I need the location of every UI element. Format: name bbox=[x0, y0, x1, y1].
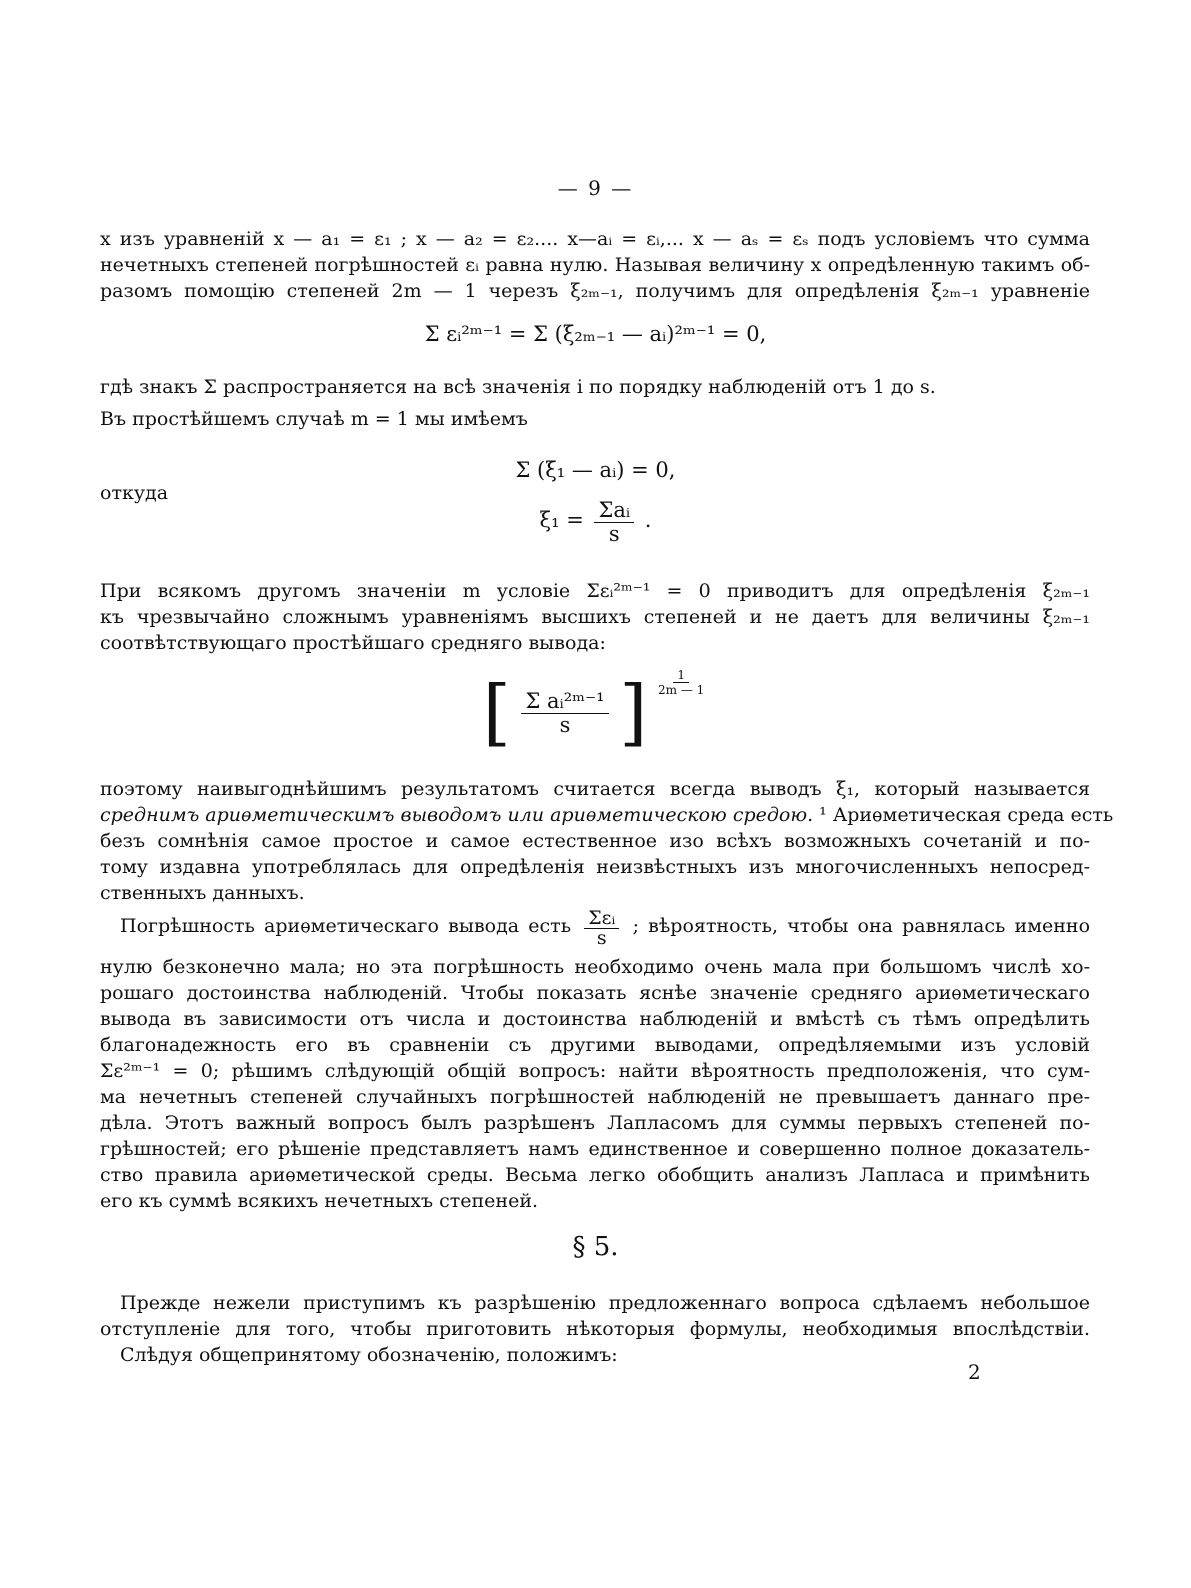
para4-line2-rest: ¹ Ариѳметическая среда есть bbox=[819, 804, 1114, 826]
para3-line3: соотвѣтствующаго простѣйшаго средняго вывода: bbox=[100, 632, 606, 654]
para5-line4: вывода въ зависимости отъ числа и достоинства наблюденій и вмѣстѣ съ тѣмъ опредѣлить bbox=[100, 1008, 1090, 1030]
para4-italic-term: среднимъ ариѳметическимъ выводомъ или ариѳметическою средою. bbox=[100, 804, 814, 826]
para4-line5: ственныхъ данныхъ. bbox=[100, 882, 305, 904]
para5-line10: ство правила ариѳметической среды. Весьма легко обобщить анализъ Лапласа и примѣнить bbox=[100, 1164, 1090, 1186]
para5-line6: Σε²ᵐ⁻¹ = 0; рѣшимъ слѣдующій общій вопросъ: найти вѣроятность предположенія, что сум- bbox=[100, 1060, 1090, 1082]
para5-line7: ма нечетныъ степеней случайныхъ погрѣшностей наблюденій не превышаетъ даннаго пре- bbox=[100, 1086, 1090, 1108]
eq4-denominator: s bbox=[559, 712, 571, 737]
para4-line2 bbox=[100, 802, 1114, 828]
eq3-denominator: s bbox=[608, 522, 620, 546]
para5-line1-start: Погрѣшность ариѳметическаго вывода есть bbox=[120, 915, 572, 937]
para5-line9: грѣшностей; его рѣшеніе представляетъ намъ единственное и совершенно полное доказатель- bbox=[100, 1138, 1090, 1160]
otkuda-text: откуда bbox=[100, 482, 169, 504]
para2-line1: гдѣ знакъ Σ распространяется на всѣ значенія i по порядку наблюденій отъ 1 до s. bbox=[100, 376, 936, 398]
para4-line4: тому издавна употреблялась для опредѣленія неизвѣстныхъ изъ многочисленныхъ непосред- bbox=[100, 856, 1090, 878]
equation-4 bbox=[0, 668, 1191, 754]
signature-mark: 2 bbox=[968, 1360, 981, 1384]
equation-1: Σ εᵢ²ᵐ⁻¹ = Σ (ξ₂ₘ₋₁ — aᵢ)²ᵐ⁻¹ = 0, bbox=[424, 322, 767, 346]
para5-line5: благонадежность его въ сравненіи съ другими выводами, опредѣляемыми изъ условій bbox=[100, 1034, 1090, 1056]
eq4-numerator: Σ aᵢ²ᵐ⁻¹ bbox=[521, 689, 608, 714]
eq3-fraction bbox=[594, 498, 634, 545]
equation-2: Σ (ξ₁ — aᵢ) = 0, bbox=[515, 458, 676, 482]
equation-3 bbox=[0, 498, 1191, 545]
eq4-exponent bbox=[658, 668, 704, 697]
para5-fraction bbox=[584, 908, 619, 947]
para6-line1: Прежде нежели приступимъ къ разрѣшенію предложеннаго вопроса сдѣлаемъ небольшое bbox=[120, 1292, 1090, 1314]
eq3-lhs: ξ₁ = bbox=[539, 508, 584, 532]
section-heading: § 5. bbox=[572, 1232, 619, 1262]
para2-line2: Въ простѣйшемъ случаѣ m = 1 мы имѣемъ bbox=[100, 408, 528, 430]
page-number: — 9 — bbox=[557, 176, 634, 200]
para4-line1: поэтому наивыгоднѣйшимъ результатомъ считается всегда выводъ ξ₁, который называется bbox=[100, 778, 1090, 800]
para1-line2: нечетныхъ степеней погрѣшностей εᵢ равна нулю. Называя величину x опредѣленную такимъ об- bbox=[100, 254, 1090, 276]
eq4-fraction bbox=[521, 689, 608, 736]
para1-line3: разомъ помощію степеней 2m — 1 черезъ ξ₂ₘ₋₁, получимъ для опредѣленія ξ₂ₘ₋₁ уравненіе bbox=[100, 280, 1090, 302]
eq4-open-bracket: [ bbox=[482, 670, 511, 754]
para6-line3: Слѣдуя общепринятому обозначенію, положимъ: bbox=[120, 1344, 618, 1366]
eq4-exp-num: 1 bbox=[673, 668, 689, 683]
para4-line3: безъ сомнѣнія самое простое и самое естественное изо всѣхъ возможныхъ сочетаній и по- bbox=[100, 830, 1090, 852]
para5-line11: его къ суммѣ всякихъ нечетныхъ степеней. bbox=[100, 1190, 539, 1212]
eq3-numerator: Σaᵢ bbox=[594, 498, 634, 523]
para5-fraction-den: s bbox=[596, 926, 607, 949]
para1-line1: x изъ уравненій x — a₁ = ε₁ ; x — a₂ = ε₂.... x—aᵢ = εᵢ,... x — aₛ = εₛ подъ условіемъ что сумма bbox=[100, 228, 1090, 250]
para5-line1-end: ; вѣроятность, чтобы она равнялась именно bbox=[632, 915, 1091, 937]
para5-fraction-num: Σεᵢ bbox=[584, 908, 619, 929]
para5-line2: нулю безконечно мала; но эта погрѣшность необходимо очень мала при большомъ числѣ хо- bbox=[100, 956, 1090, 978]
para5-line8: дѣла. Этотъ важный вопросъ былъ разрѣшенъ Лапласомъ для суммы первыхъ степеней по- bbox=[100, 1112, 1090, 1134]
para5-line3: рошаго достоинства наблюденій. Чтобы показать яснѣе значеніе средняго ариѳметическаго bbox=[100, 982, 1090, 1004]
eq3-end: . bbox=[644, 508, 652, 532]
eq4-close-bracket: ] bbox=[619, 670, 648, 754]
para3-line1: При всякомъ другомъ значеніи m условіе Σεᵢ²ᵐ⁻¹ = 0 приводитъ для опредѣленія ξ₂ₘ₋₁ bbox=[100, 580, 1090, 602]
para6-line2: отступленіе для того, чтобы приготовить нѣкоторыя формулы, необходимыя впослѣдствіи. bbox=[100, 1318, 1090, 1340]
para3-line2: къ чрезвычайно сложнымъ уравненіямъ высшихъ степеней и не даетъ для величины ξ₂ₘ₋₁ bbox=[100, 606, 1090, 628]
eq4-exp-den: 2m — 1 bbox=[658, 683, 705, 697]
para5-line1 bbox=[120, 906, 1091, 949]
